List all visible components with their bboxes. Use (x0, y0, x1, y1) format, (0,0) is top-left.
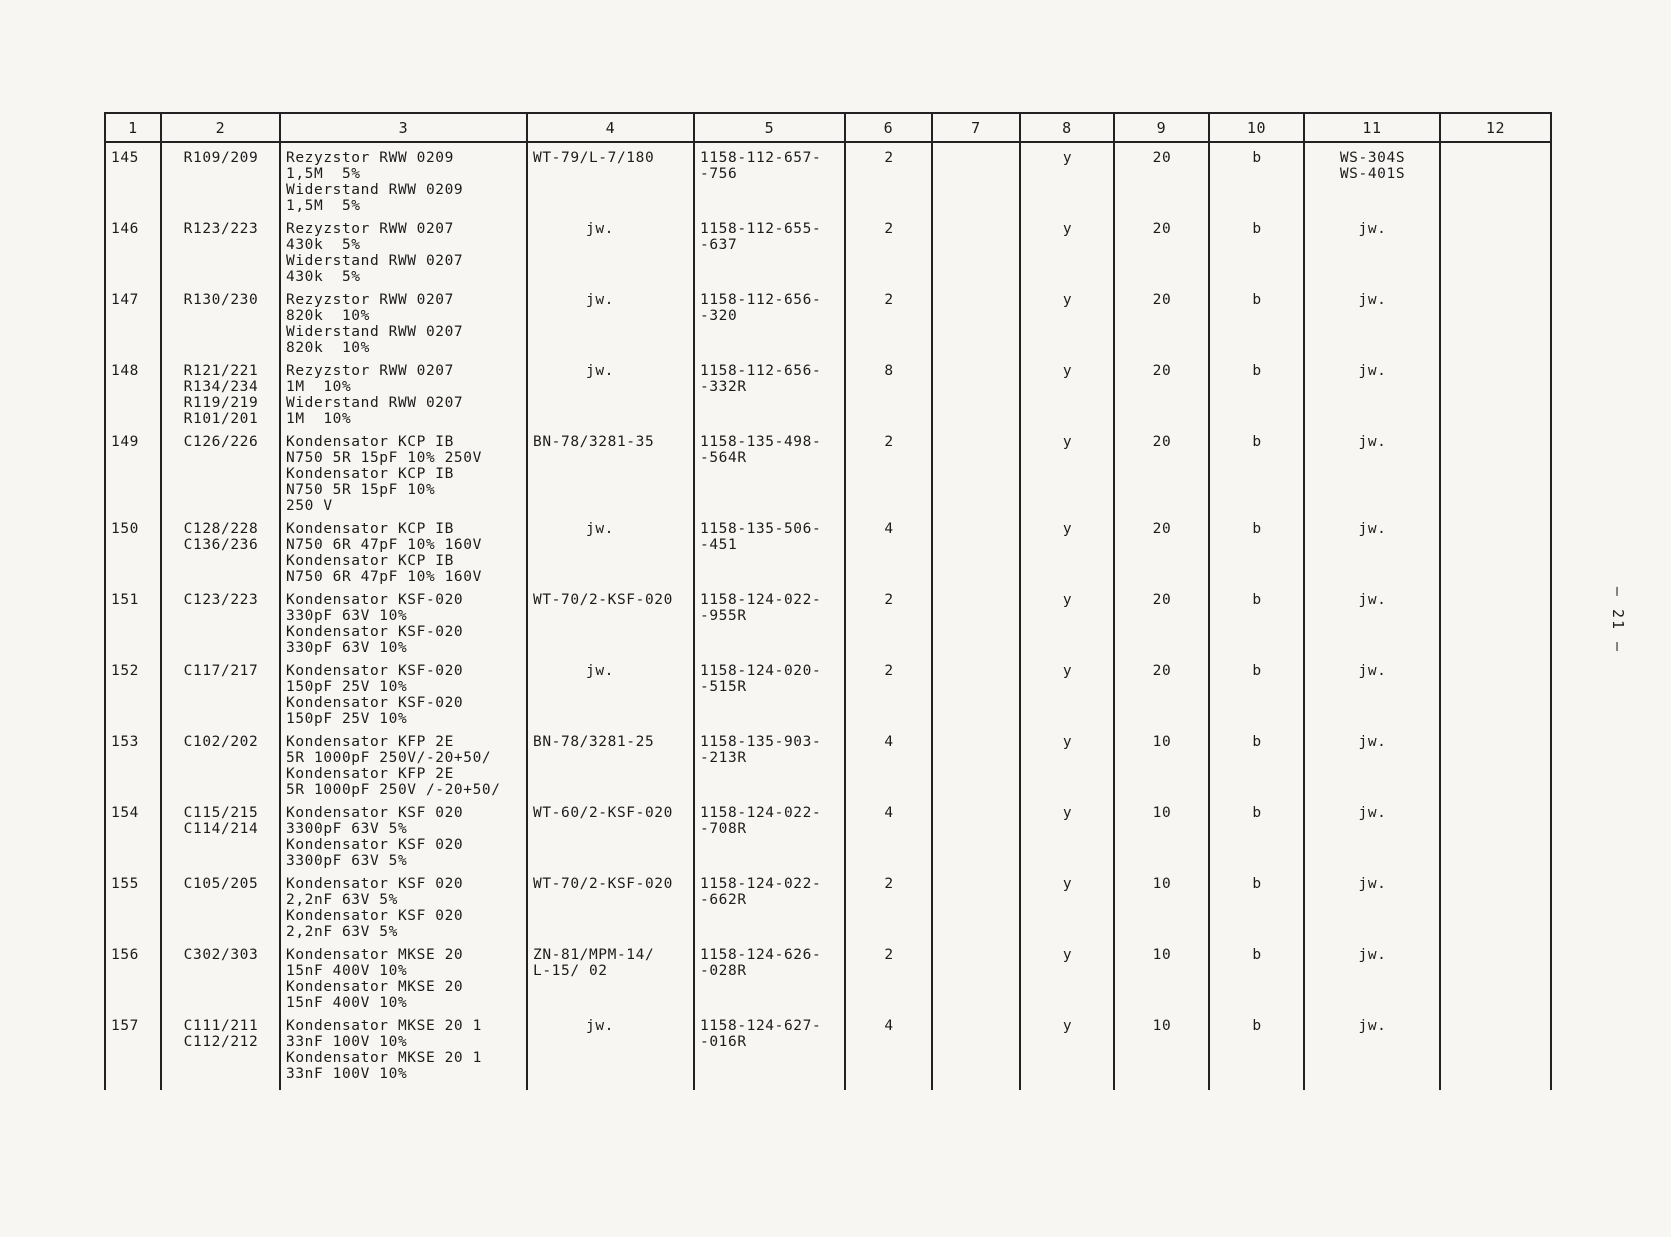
column-header: 4 (527, 113, 694, 142)
cell-catalog-number: 1158-112-656- -320 (694, 285, 845, 356)
cell-symbol: C111/211 C112/212 (161, 1011, 280, 1090)
cell-col10: b (1209, 142, 1304, 214)
cell-col12 (1440, 214, 1551, 285)
cell-col10: b (1209, 356, 1304, 427)
cell-standard: BN-78/3281-35 (527, 427, 694, 514)
column-header: 2 (161, 113, 280, 142)
cell-quantity: 2 (845, 940, 932, 1011)
cell-col9: 20 (1114, 356, 1209, 427)
cell-col12 (1440, 142, 1551, 214)
cell-col8: y (1020, 1011, 1114, 1090)
cell-catalog-number: 1158-112-656- -332R (694, 356, 845, 427)
cell-col12 (1440, 514, 1551, 585)
cell-col7 (932, 869, 1020, 940)
cell-col9: 10 (1114, 1011, 1209, 1090)
cell-col7 (932, 356, 1020, 427)
cell-quantity: 2 (845, 285, 932, 356)
cell-catalog-number: 1158-124-627- -016R (694, 1011, 845, 1090)
cell-position: 151 (105, 585, 161, 656)
cell-standard: jw. (527, 285, 694, 356)
column-header: 3 (280, 113, 527, 142)
cell-position: 149 (105, 427, 161, 514)
table-row (105, 869, 1551, 940)
cell-position: 145 (105, 142, 161, 214)
cell-col9: 20 (1114, 142, 1209, 214)
cell-col11: jw. (1304, 356, 1440, 427)
cell-col9: 20 (1114, 427, 1209, 514)
cell-position: 154 (105, 798, 161, 869)
header-row (105, 113, 1551, 142)
cell-col12 (1440, 356, 1551, 427)
cell-standard: jw. (527, 356, 694, 427)
cell-catalog-number: 1158-135-903- -213R (694, 727, 845, 798)
cell-catalog-number: 1158-124-022- -955R (694, 585, 845, 656)
cell-description: Kondensator MKSE 20 1 33nF 100V 10% Kondensator MKSE 20 1 33nF 100V 10% (280, 1011, 527, 1090)
cell-position: 147 (105, 285, 161, 356)
cell-col10: b (1209, 869, 1304, 940)
cell-symbol: R130/230 (161, 285, 280, 356)
cell-position: 153 (105, 727, 161, 798)
cell-col10: b (1209, 514, 1304, 585)
cell-quantity: 2 (845, 585, 932, 656)
cell-col7 (932, 285, 1020, 356)
parts-table (104, 112, 1552, 1090)
cell-standard: jw. (527, 514, 694, 585)
cell-position: 148 (105, 356, 161, 427)
cell-col11: jw. (1304, 727, 1440, 798)
cell-col11: jw. (1304, 285, 1440, 356)
cell-symbol: C105/205 (161, 869, 280, 940)
cell-col11: jw. (1304, 214, 1440, 285)
cell-col11: jw. (1304, 514, 1440, 585)
cell-symbol: C117/217 (161, 656, 280, 727)
cell-col9: 20 (1114, 514, 1209, 585)
cell-quantity: 4 (845, 1011, 932, 1090)
cell-position: 150 (105, 514, 161, 585)
cell-col11: jw. (1304, 656, 1440, 727)
table-row (105, 656, 1551, 727)
table-row (105, 514, 1551, 585)
cell-col12 (1440, 1011, 1551, 1090)
column-header: 9 (1114, 113, 1209, 142)
cell-col10: b (1209, 656, 1304, 727)
cell-col10: b (1209, 585, 1304, 656)
column-header: 5 (694, 113, 845, 142)
cell-standard: jw. (527, 656, 694, 727)
cell-col11: jw. (1304, 1011, 1440, 1090)
cell-col11: WS-304S WS-401S (1304, 142, 1440, 214)
table-row (105, 427, 1551, 514)
cell-description: Rezyzstor RWW 0207 820k 10% Widerstand RWW 0207 820k 10% (280, 285, 527, 356)
cell-description: Rezyzstor RWW 0207 1M 10% Widerstand RWW 0207 1M 10% (280, 356, 527, 427)
cell-col9: 20 (1114, 656, 1209, 727)
cell-col11: jw. (1304, 585, 1440, 656)
cell-col10: b (1209, 427, 1304, 514)
cell-standard: WT-60/2-KSF-020 (527, 798, 694, 869)
cell-col12 (1440, 727, 1551, 798)
cell-description: Kondensator KFP 2E 5R 1000pF 250V/-20+50/ Kondensator KFP 2E 5R 1000pF 250V /-20+50/ (280, 727, 527, 798)
cell-quantity: 2 (845, 427, 932, 514)
cell-position: 146 (105, 214, 161, 285)
cell-catalog-number: 1158-135-506- -451 (694, 514, 845, 585)
cell-symbol: C128/228 C136/236 (161, 514, 280, 585)
cell-col9: 10 (1114, 869, 1209, 940)
table-row (105, 727, 1551, 798)
cell-col7 (932, 514, 1020, 585)
table-row (105, 356, 1551, 427)
cell-col8: y (1020, 940, 1114, 1011)
cell-col9: 10 (1114, 727, 1209, 798)
cell-col10: b (1209, 1011, 1304, 1090)
cell-col7 (932, 656, 1020, 727)
cell-col10: b (1209, 285, 1304, 356)
cell-quantity: 8 (845, 356, 932, 427)
cell-description: Kondensator KSF-020 330pF 63V 10% Kondensator KSF-020 330pF 63V 10% (280, 585, 527, 656)
cell-symbol: R121/221 R134/234 R119/219 R101/201 (161, 356, 280, 427)
column-header: 11 (1304, 113, 1440, 142)
cell-position: 156 (105, 940, 161, 1011)
cell-col8: y (1020, 285, 1114, 356)
cell-col11: jw. (1304, 427, 1440, 514)
cell-standard: BN-78/3281-25 (527, 727, 694, 798)
table-row (105, 585, 1551, 656)
cell-standard: WT-70/2-KSF-020 (527, 869, 694, 940)
cell-col8: y (1020, 142, 1114, 214)
cell-col7 (932, 585, 1020, 656)
cell-col8: y (1020, 869, 1114, 940)
cell-quantity: 2 (845, 214, 932, 285)
column-header: 7 (932, 113, 1020, 142)
cell-catalog-number: 1158-124-020- -515R (694, 656, 845, 727)
cell-col8: y (1020, 798, 1114, 869)
page-number: — 21 — (1609, 586, 1627, 654)
cell-col7 (932, 142, 1020, 214)
column-header: 10 (1209, 113, 1304, 142)
cell-col12 (1440, 285, 1551, 356)
cell-description: Kondensator MKSE 20 15nF 400V 10% Kondensator MKSE 20 15nF 400V 10% (280, 940, 527, 1011)
cell-position: 157 (105, 1011, 161, 1090)
cell-col8: y (1020, 656, 1114, 727)
cell-col12 (1440, 656, 1551, 727)
cell-symbol: R123/223 (161, 214, 280, 285)
cell-description: Kondensator KSF 020 3300pF 63V 5% Kondensator KSF 020 3300pF 63V 5% (280, 798, 527, 869)
column-header: 8 (1020, 113, 1114, 142)
cell-quantity: 4 (845, 727, 932, 798)
cell-symbol: C302/303 (161, 940, 280, 1011)
cell-quantity: 2 (845, 656, 932, 727)
cell-col7 (932, 798, 1020, 869)
cell-col11: jw. (1304, 869, 1440, 940)
cell-col9: 10 (1114, 940, 1209, 1011)
table-row (105, 1011, 1551, 1090)
table-row (105, 214, 1551, 285)
cell-symbol: R109/209 (161, 142, 280, 214)
cell-col9: 20 (1114, 214, 1209, 285)
cell-position: 152 (105, 656, 161, 727)
cell-quantity: 4 (845, 798, 932, 869)
column-header: 6 (845, 113, 932, 142)
cell-col8: y (1020, 727, 1114, 798)
cell-catalog-number: 1158-124-626- -028R (694, 940, 845, 1011)
cell-col11: jw. (1304, 798, 1440, 869)
cell-col7 (932, 1011, 1020, 1090)
cell-standard: WT-70/2-KSF-020 (527, 585, 694, 656)
cell-col8: y (1020, 585, 1114, 656)
cell-description: Kondensator KSF 020 2,2nF 63V 5% Kondensator KSF 020 2,2nF 63V 5% (280, 869, 527, 940)
cell-col7 (932, 214, 1020, 285)
cell-quantity: 2 (845, 869, 932, 940)
cell-description: Rezyzstor RWW 0209 1,5M 5% Widerstand RWW 0209 1,5M 5% (280, 142, 527, 214)
cell-standard: ZN-81/MPM-14/ L-15/ 02 (527, 940, 694, 1011)
cell-col9: 20 (1114, 285, 1209, 356)
column-header: 1 (105, 113, 161, 142)
cell-catalog-number: 1158-112-655- -637 (694, 214, 845, 285)
table-row (105, 798, 1551, 869)
cell-col10: b (1209, 214, 1304, 285)
table-row (105, 940, 1551, 1011)
cell-quantity: 2 (845, 142, 932, 214)
cell-col12 (1440, 940, 1551, 1011)
table-row (105, 285, 1551, 356)
cell-description: Kondensator KCP IB N750 5R 15pF 10% 250V Kondensator KCP IB N750 5R 15pF 10% 250 V (280, 427, 527, 514)
cell-col10: b (1209, 798, 1304, 869)
cell-position: 155 (105, 869, 161, 940)
table-header (105, 113, 1551, 142)
cell-quantity: 4 (845, 514, 932, 585)
cell-col8: y (1020, 214, 1114, 285)
cell-col7 (932, 427, 1020, 514)
cell-col12 (1440, 585, 1551, 656)
cell-standard: jw. (527, 214, 694, 285)
cell-catalog-number: 1158-124-022- -708R (694, 798, 845, 869)
cell-description: Kondensator KSF-020 150pF 25V 10% Kondensator KSF-020 150pF 25V 10% (280, 656, 527, 727)
cell-description: Kondensator KCP IB N750 6R 47pF 10% 160V Kondensator KCP IB N750 6R 47pF 10% 160V (280, 514, 527, 585)
cell-catalog-number: 1158-124-022- -662R (694, 869, 845, 940)
cell-col9: 10 (1114, 798, 1209, 869)
cell-standard: WT-79/L-7/180 (527, 142, 694, 214)
cell-catalog-number: 1158-112-657- -756 (694, 142, 845, 214)
cell-col7 (932, 727, 1020, 798)
cell-col11: jw. (1304, 940, 1440, 1011)
cell-catalog-number: 1158-135-498- -564R (694, 427, 845, 514)
cell-col10: b (1209, 727, 1304, 798)
cell-symbol: C102/202 (161, 727, 280, 798)
table-row (105, 142, 1551, 214)
column-header: 12 (1440, 113, 1551, 142)
cell-col9: 20 (1114, 585, 1209, 656)
cell-symbol: C126/226 (161, 427, 280, 514)
cell-col10: b (1209, 940, 1304, 1011)
cell-col7 (932, 940, 1020, 1011)
cell-col12 (1440, 427, 1551, 514)
cell-col12 (1440, 798, 1551, 869)
cell-description: Rezyzstor RWW 0207 430k 5% Widerstand RWW 0207 430k 5% (280, 214, 527, 285)
cell-standard: jw. (527, 1011, 694, 1090)
cell-col8: y (1020, 427, 1114, 514)
cell-symbol: C123/223 (161, 585, 280, 656)
cell-col8: y (1020, 514, 1114, 585)
table-body (105, 142, 1551, 1090)
cell-col8: y (1020, 356, 1114, 427)
cell-col12 (1440, 869, 1551, 940)
cell-symbol: C115/215 C114/214 (161, 798, 280, 869)
